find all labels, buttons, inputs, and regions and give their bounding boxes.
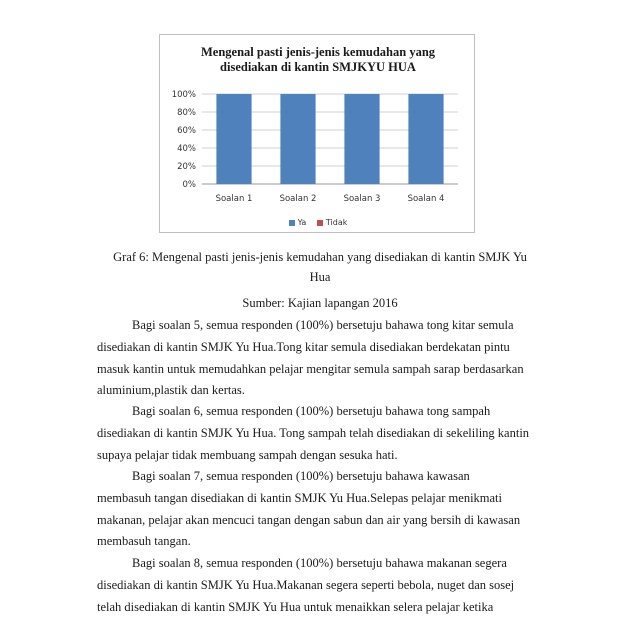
legend-swatch-ya [289, 220, 295, 226]
legend-swatch-tidak [317, 220, 323, 226]
legend-item-ya [289, 218, 307, 227]
paragraph-line: masuk kantin untuk memudahkan pelajar mengitar semula sampah sarap berdasarkan [97, 361, 524, 376]
x-tick-label: Soalan 3 [343, 194, 381, 204]
x-tick-label: Soalan 1 [215, 194, 253, 204]
paragraph-line: Bagi soalan 5, semua responden (100%) bersetuju bahawa tong kitar semula [132, 318, 514, 332]
paragraph-line: disediakan di kantin SMJK Yu Hua.Makanan segera seperti bebola, nuget dan sosej [97, 577, 515, 592]
paragraph-line: Bagi soalan 8, semua responden (100%) bersetuju bahawa makanan segera [132, 556, 507, 570]
paragraph-soalan-5 [97, 315, 543, 402]
y-tick-label: 40% [177, 144, 196, 154]
y-tick-label: 20% [177, 162, 196, 172]
paragraph-soalan-7 [97, 466, 543, 553]
caption-line-1: Graf 6: Mengenal pasti jenis-jenis kemudahan yang disediakan di kantin SMJK Yu [113, 250, 527, 264]
legend-label-ya: Ya [297, 218, 307, 227]
paragraph-line: disediakan di kantin SMJK Yu Hua. Tong sampah telah disediakan di sekeliling kantin [97, 425, 530, 440]
y-tick-label: 100% [171, 90, 196, 100]
paragraph-soalan-8 [97, 553, 543, 618]
y-tick-label: 0% [182, 180, 196, 190]
legend-label-tidak: Tidak [325, 218, 348, 227]
chart-container [159, 34, 475, 233]
x-tick-label: Soalan 4 [407, 194, 445, 204]
paragraph-line: membasuh tangan. [97, 534, 191, 549]
bar-ya [344, 94, 379, 184]
chart-title-line-2: disediakan di kantin SMJKYU HUA [220, 60, 416, 74]
paragraph-line: disediakan di kantin SMJK Yu Hua.Tong kitar semula disediakan berdekatan pintu [97, 339, 510, 354]
bar-ya [408, 94, 443, 184]
paragraph-line: membasuh tangan disediakan di kantin SMJK Yu Hua.Selepas pelajar menikmati [97, 490, 503, 505]
paragraph-line: telah disediakan di kantin SMJK Yu Hua untuk menaikkan selera pelajar ketika [97, 599, 494, 614]
figure-source: Sumber: Kajian lapangan 2016 [242, 296, 398, 310]
bar-ya [280, 94, 315, 184]
y-tick-label: 80% [177, 108, 196, 118]
chart-title [160, 45, 476, 75]
paragraph-line: makanan, pelajar akan mencuci tangan dengan sabun dan air yang bersih di kawasan [97, 512, 521, 527]
paragraph-soalan-6 [97, 401, 543, 466]
figure-caption [100, 247, 540, 287]
caption-line-2: Hua [309, 270, 331, 284]
paragraph-line: Bagi soalan 6, semua responden (100%) bersetuju bahawa tong sampah [132, 404, 491, 418]
chart-title-line-1: Mengenal pasti jenis-jenis kemudahan yang [200, 45, 436, 59]
paragraph-line: Bagi soalan 7, semua responden (100%) bersetuju bahawa kawasan [132, 469, 470, 483]
paragraph-line: supaya pelajar tidak membuang sampah dengan sesuka hati. [97, 447, 398, 462]
chart-legend [160, 218, 476, 227]
x-tick-label: Soalan 2 [279, 194, 317, 204]
legend-item-tidak [317, 218, 347, 227]
bar-ya [216, 94, 251, 184]
y-tick-label: 60% [177, 126, 196, 136]
paragraph-line: aluminium,plastik dan kertas. [97, 383, 245, 398]
